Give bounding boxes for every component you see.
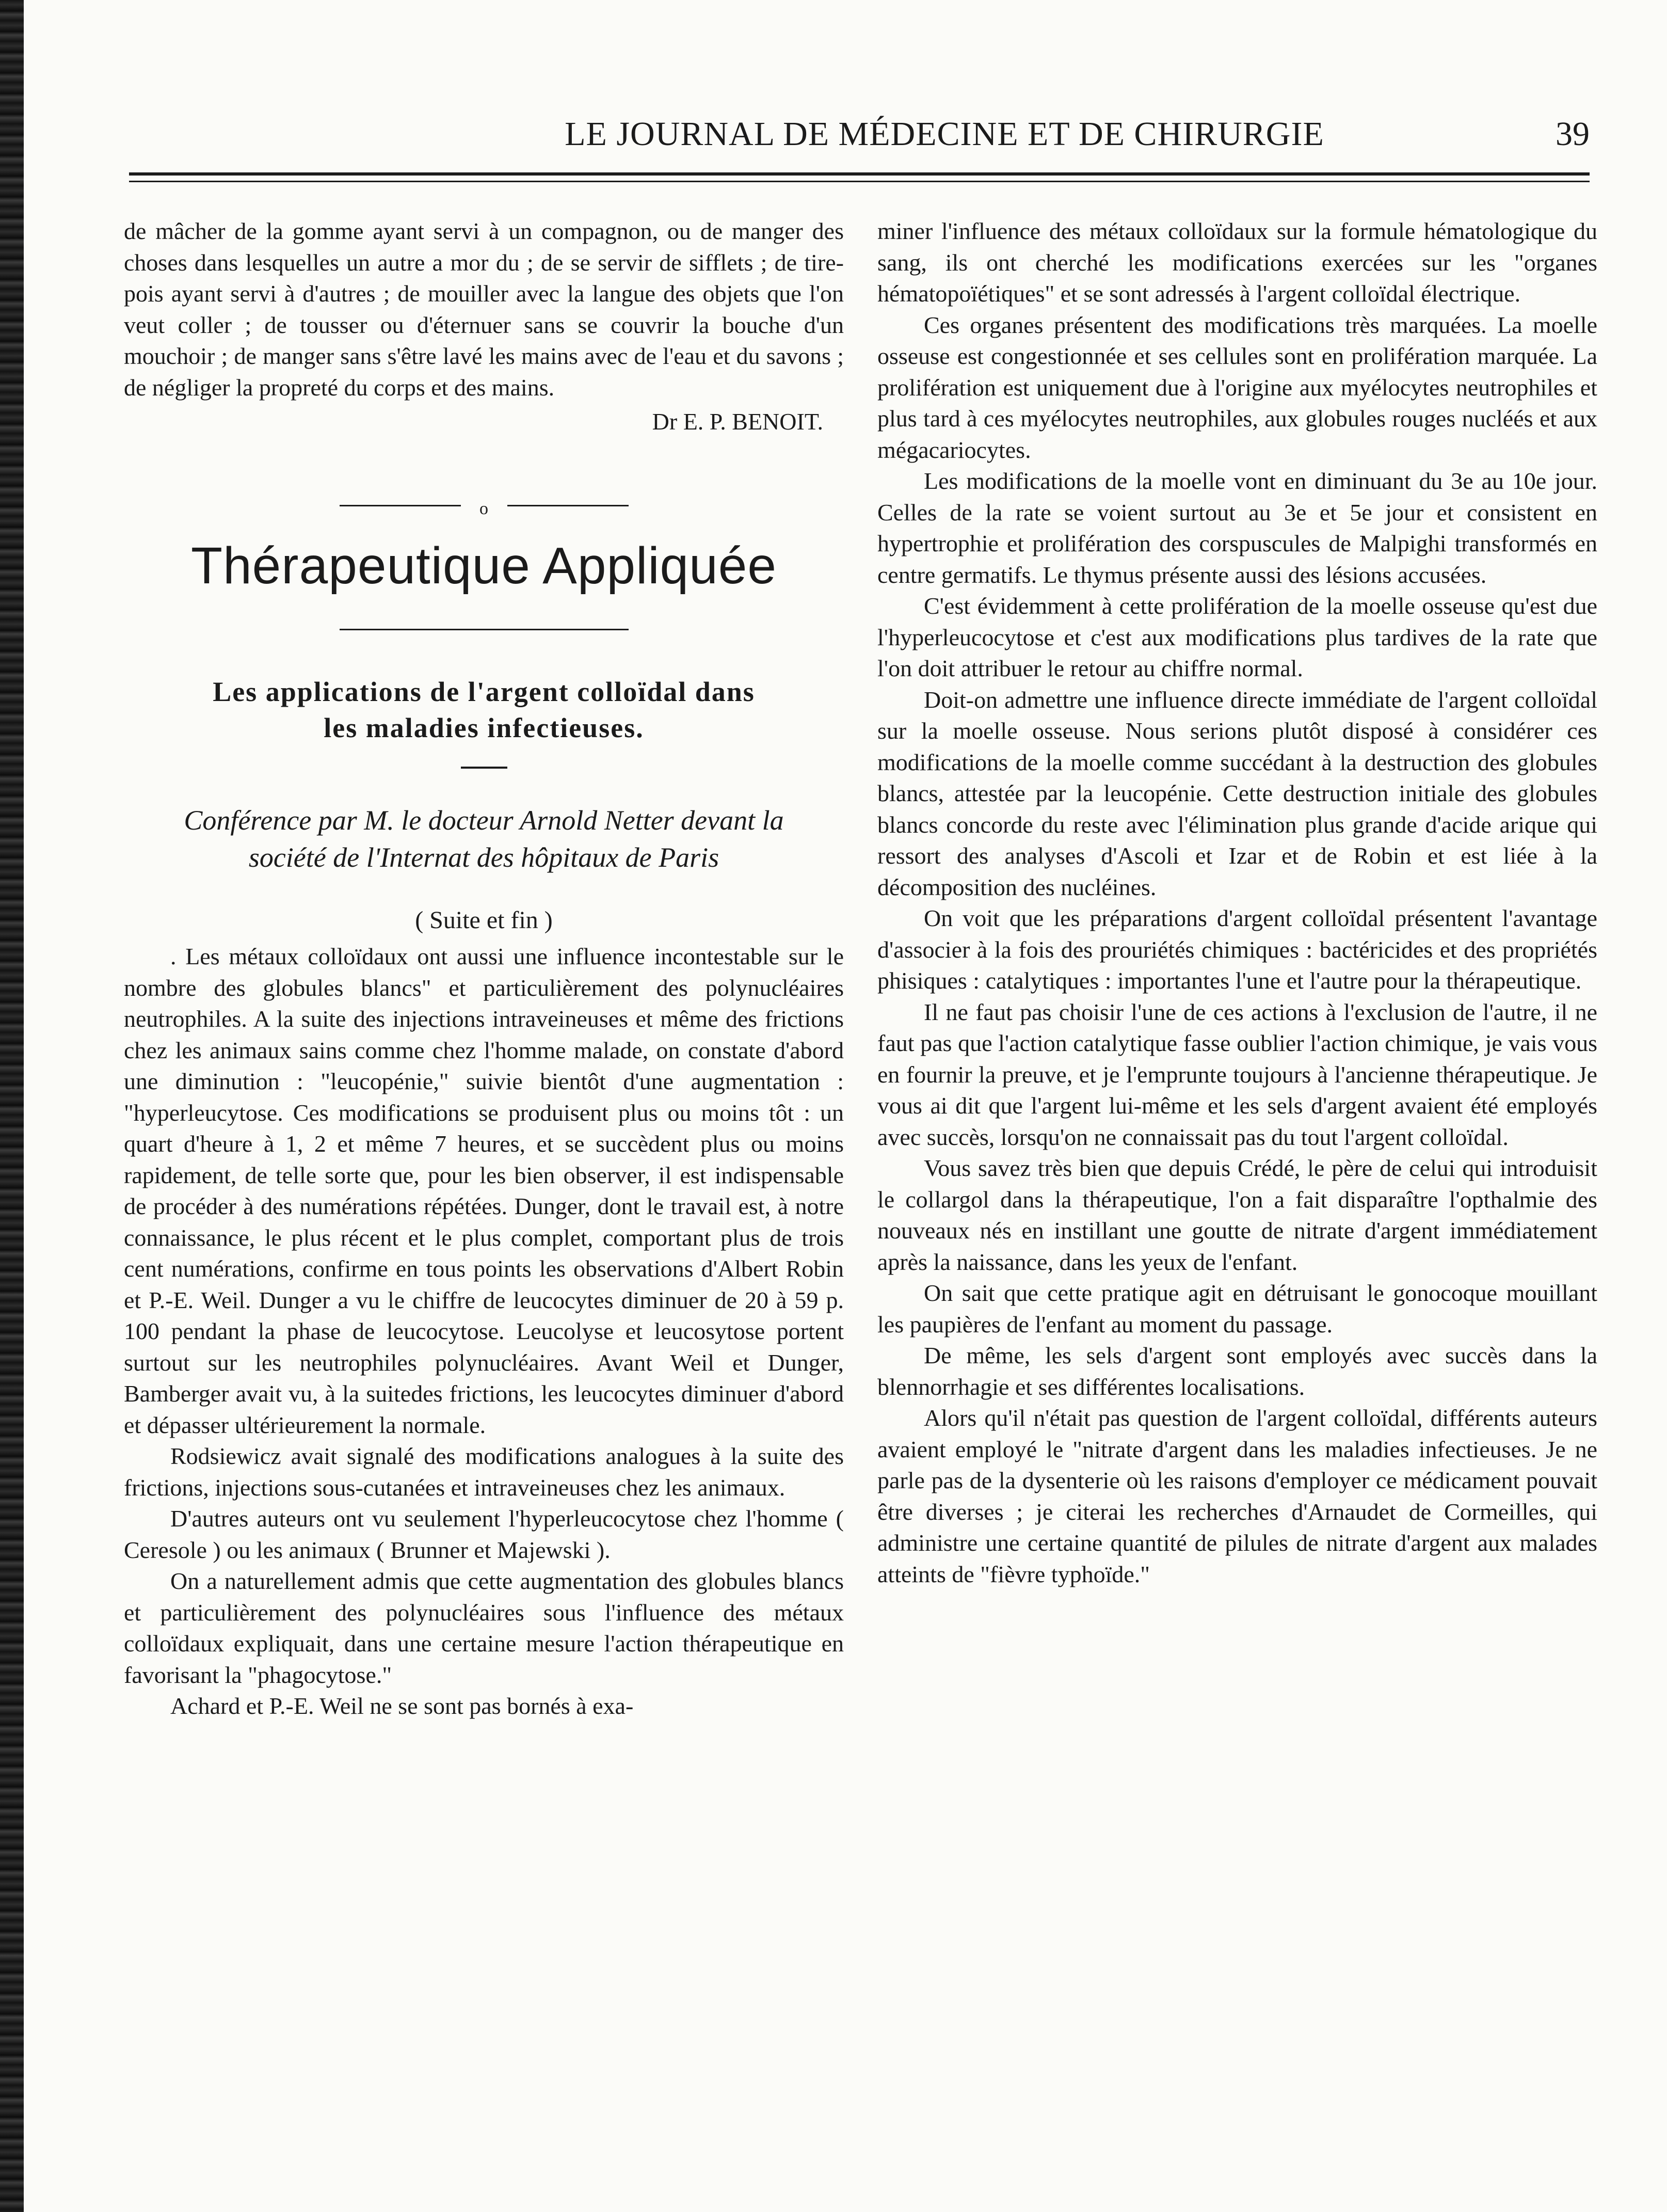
article-byline — [124, 802, 844, 876]
body-paragraph: On a naturellement admis que cette augmentation des globules blancs et particulièrement des polynucléaires sous l'influence des métaux colloïdaux expliquait, dans une certaine mesure l'action thérapeutique en favorisant la "phagocytose." — [124, 1568, 844, 1688]
intro-paragraph: de mâcher de la gomme ayant servi à un compagnon, ou de manger des choses dans lesquelles un autre a mor du ; de se servir de sifflets ; de tire-pois ayant servi à d'autres ; de mouiller avec la langue des objets que l'on veut coller ; de tousser ou d'éternuer sans se couvrir la bouche d'un mouchoir ; de manger sans s'être lavé les mains avec de l'eau et du savons ; de négliger la propreté du corps et des mains. — [124, 218, 844, 401]
body-paragraph: Achard et P.-E. Weil ne se sont pas bornés à exa- — [170, 1693, 634, 1719]
section-separator — [340, 494, 629, 518]
section-title: Thérapeutique Appliquée — [190, 536, 777, 595]
author-signature: Dr E. P. BENOIT. — [652, 408, 823, 435]
body-paragraph: Doit-on admettre une influence directe immédiate de l'argent colloïdal sur la moelle osseuse. Nous serions plutôt disposé à considérer ces modifications de la moelle comme succédant à la destruction des globules blancs, attestée par la leucopénie. Cette destruction initiale des globules blancs concorde du reste avec l'élimination plus grande d'acide arique qui ressort des analyses d'Ascoli et Izar et de Robin et est liée à la décomposition des nucléines. — [877, 686, 1597, 900]
body-paragraph: D'autres auteurs ont vu seulement l'hyperleucocytose chez l'homme ( Ceresole ) ou les animaux ( Brunner et Majewski ). — [124, 1505, 844, 1563]
body-paragraph: Il ne faut pas choisir l'une de ces actions à l'exclusion de l'autre, il ne faut pas que l'action catalytique fasse oublier l'action chimique, je vais vous en fournir la preuve, et je l'emprunte toujours à l'ancienne thérapeutique. Je vous ai dit que l'argent lui-même et les sels d'argent avaient été employés avec succès, lorsqu'on ne connaissait pas du tout l'argent colloïdal. — [877, 998, 1597, 1150]
running-header — [129, 0, 1590, 196]
body-paragraph: Ces organes présentent des modifications très marquées. La moelle osseuse est congestionnée et ses cellules sont en prolifération marquée. La prolifération est uniquement due à l'origine aux myélocytes neutrophiles et plus tard à ces myélocytes neutrophiles, aux globules rouges nucléés et aux mégacariocytes. — [877, 311, 1597, 463]
article-title-dash — [461, 767, 507, 769]
byline-line-1: Conférence par M. le docteur Arnold Netter devant la — [184, 804, 784, 836]
continuation-note: ( Suite et fin ) — [415, 906, 553, 934]
body-paragraph: Rodsiewicz avait signalé des modifications analogues à la suite des frictions, injections sous-cutanées et intraveineuses chez les animaux. — [124, 1443, 844, 1501]
byline-line-2: société de l'Internat des hôpitaux de Paris — [248, 841, 719, 873]
section-title-rule — [340, 629, 629, 630]
page-number: 39 — [1556, 115, 1590, 153]
separator-mark: o — [479, 499, 488, 518]
body-paragraph: On voit que les préparations d'argent colloïdal présentent l'avantage d'associer à la fois des prouriétés chimiques : bactéricides et des propriétés phisiques : catalytiques : importantes l'une et l'autre pour la thérapeutique. — [877, 905, 1597, 994]
body-paragraph: C'est évidemment à cette prolifération de la moelle osseuse qu'est due l'hyperleucocytose et c'est aux modifications plus tardives de la rate que l'on doit attribuer le retour au chiffre normal. — [877, 593, 1597, 681]
body-paragraph: On sait que cette pratique agit en détruisant le gonocoque mouillant les paupières de l'enfant au moment du passage. — [877, 1280, 1597, 1338]
body-paragraph: . Les métaux colloïdaux ont aussi une influence incontestable sur le nombre des globules blancs" et particulièrement des polynucléaires neutrophiles. A la suite des injections intraveineuses et même des frictions chez les animaux sains comme chez l'homme malade, on constate d'abord une diminution : "leucopénie," suivie bientôt d'une augmentation : "hyperleucytose. Ces modifications se produisent plus ou moins tôt : un quart d'heure à 1, 2 et même 7 heures, et se succèdent plus ou moins rapidement, de telle sorte que, pour les bien observer, il est indispensable de procéder à des numérations répétées. Dunger, dont le travail est, à notre connaissance, le plus récent et le plus complet, comportant plus de trois cent numérations, confirme en tous points les observations d'Albert Robin et P.-E. Weil. Dunger a vu le chiffre de leucocytes diminuer de 20 à 59 p. 100 pendant la phase de leucocytose. Leucolyse et leucosytose portent surtout sur les neutrophiles polynucléaires. Avant Weil et Dunger, Bamberger avait vu, à la suitedes frictions, les leucocytes diminuer d'abord et dépasser ultérieurement la normale. — [124, 943, 844, 1438]
body-paragraph: De même, les sels d'argent sont employés avec succès dans la blennorrhagie et ses différentes localisations. — [877, 1342, 1597, 1400]
article-title — [124, 674, 844, 746]
left-column — [124, 216, 844, 1722]
right-column — [877, 216, 1597, 1590]
body-paragraph: Alors qu'il n'était pas question de l'argent colloïdal, différents auteurs avaient employé le "nitrate d'argent dans les maladies infectieuses. Je ne parle pas de la dysenterie où les raisons d'employer ce médicament pouvait être diverses ; je citerai les recherches d'Arnaudet de Cormeilles, qui administre une certaine quantité de pilules de nitrate d'argent aux malades atteints de "fièvre typhoïde." — [877, 1405, 1597, 1587]
body-paragraph: miner l'influence des métaux colloïdaux sur la formule hématologique du sang, ils ont cherché les modifications exercées sur les "organes hématopoïétiques" et se sont adressés à l'argent colloïdal électrique. — [877, 218, 1597, 307]
page-binding-edge — [0, 0, 24, 2212]
article-title-line-2: les maladies infectieuses. — [324, 712, 644, 743]
header-rule-thin — [129, 181, 1590, 182]
journal-title: LE JOURNAL DE MÉDECINE ET DE CHIRURGIE — [565, 115, 1324, 153]
body-paragraph: Les modifications de la moelle vont en diminuant du 3e au 10e jour. Celles de la rate se voient surtout au 3e et 5e jour et consistent en hypertrophie et prolifération des corspuscules de Malpighi transformés en centre germatifs. Le thymus présente aussi des lésions accusées. — [877, 468, 1597, 588]
header-rule-thick — [129, 172, 1590, 176]
body-paragraph: Vous savez très bien que depuis Crédé, le père de celui qui introduisit le collargol dans la thérapeutique, l'on a fait disparaître l'opthalmie des nouveaux nés en instillant une goutte de nitrate d'argent immédiatement après la naissance, dans les yeux de l'enfant. — [877, 1155, 1597, 1275]
article-title-line-1: Les applications de l'argent colloïdal dans — [213, 676, 755, 707]
